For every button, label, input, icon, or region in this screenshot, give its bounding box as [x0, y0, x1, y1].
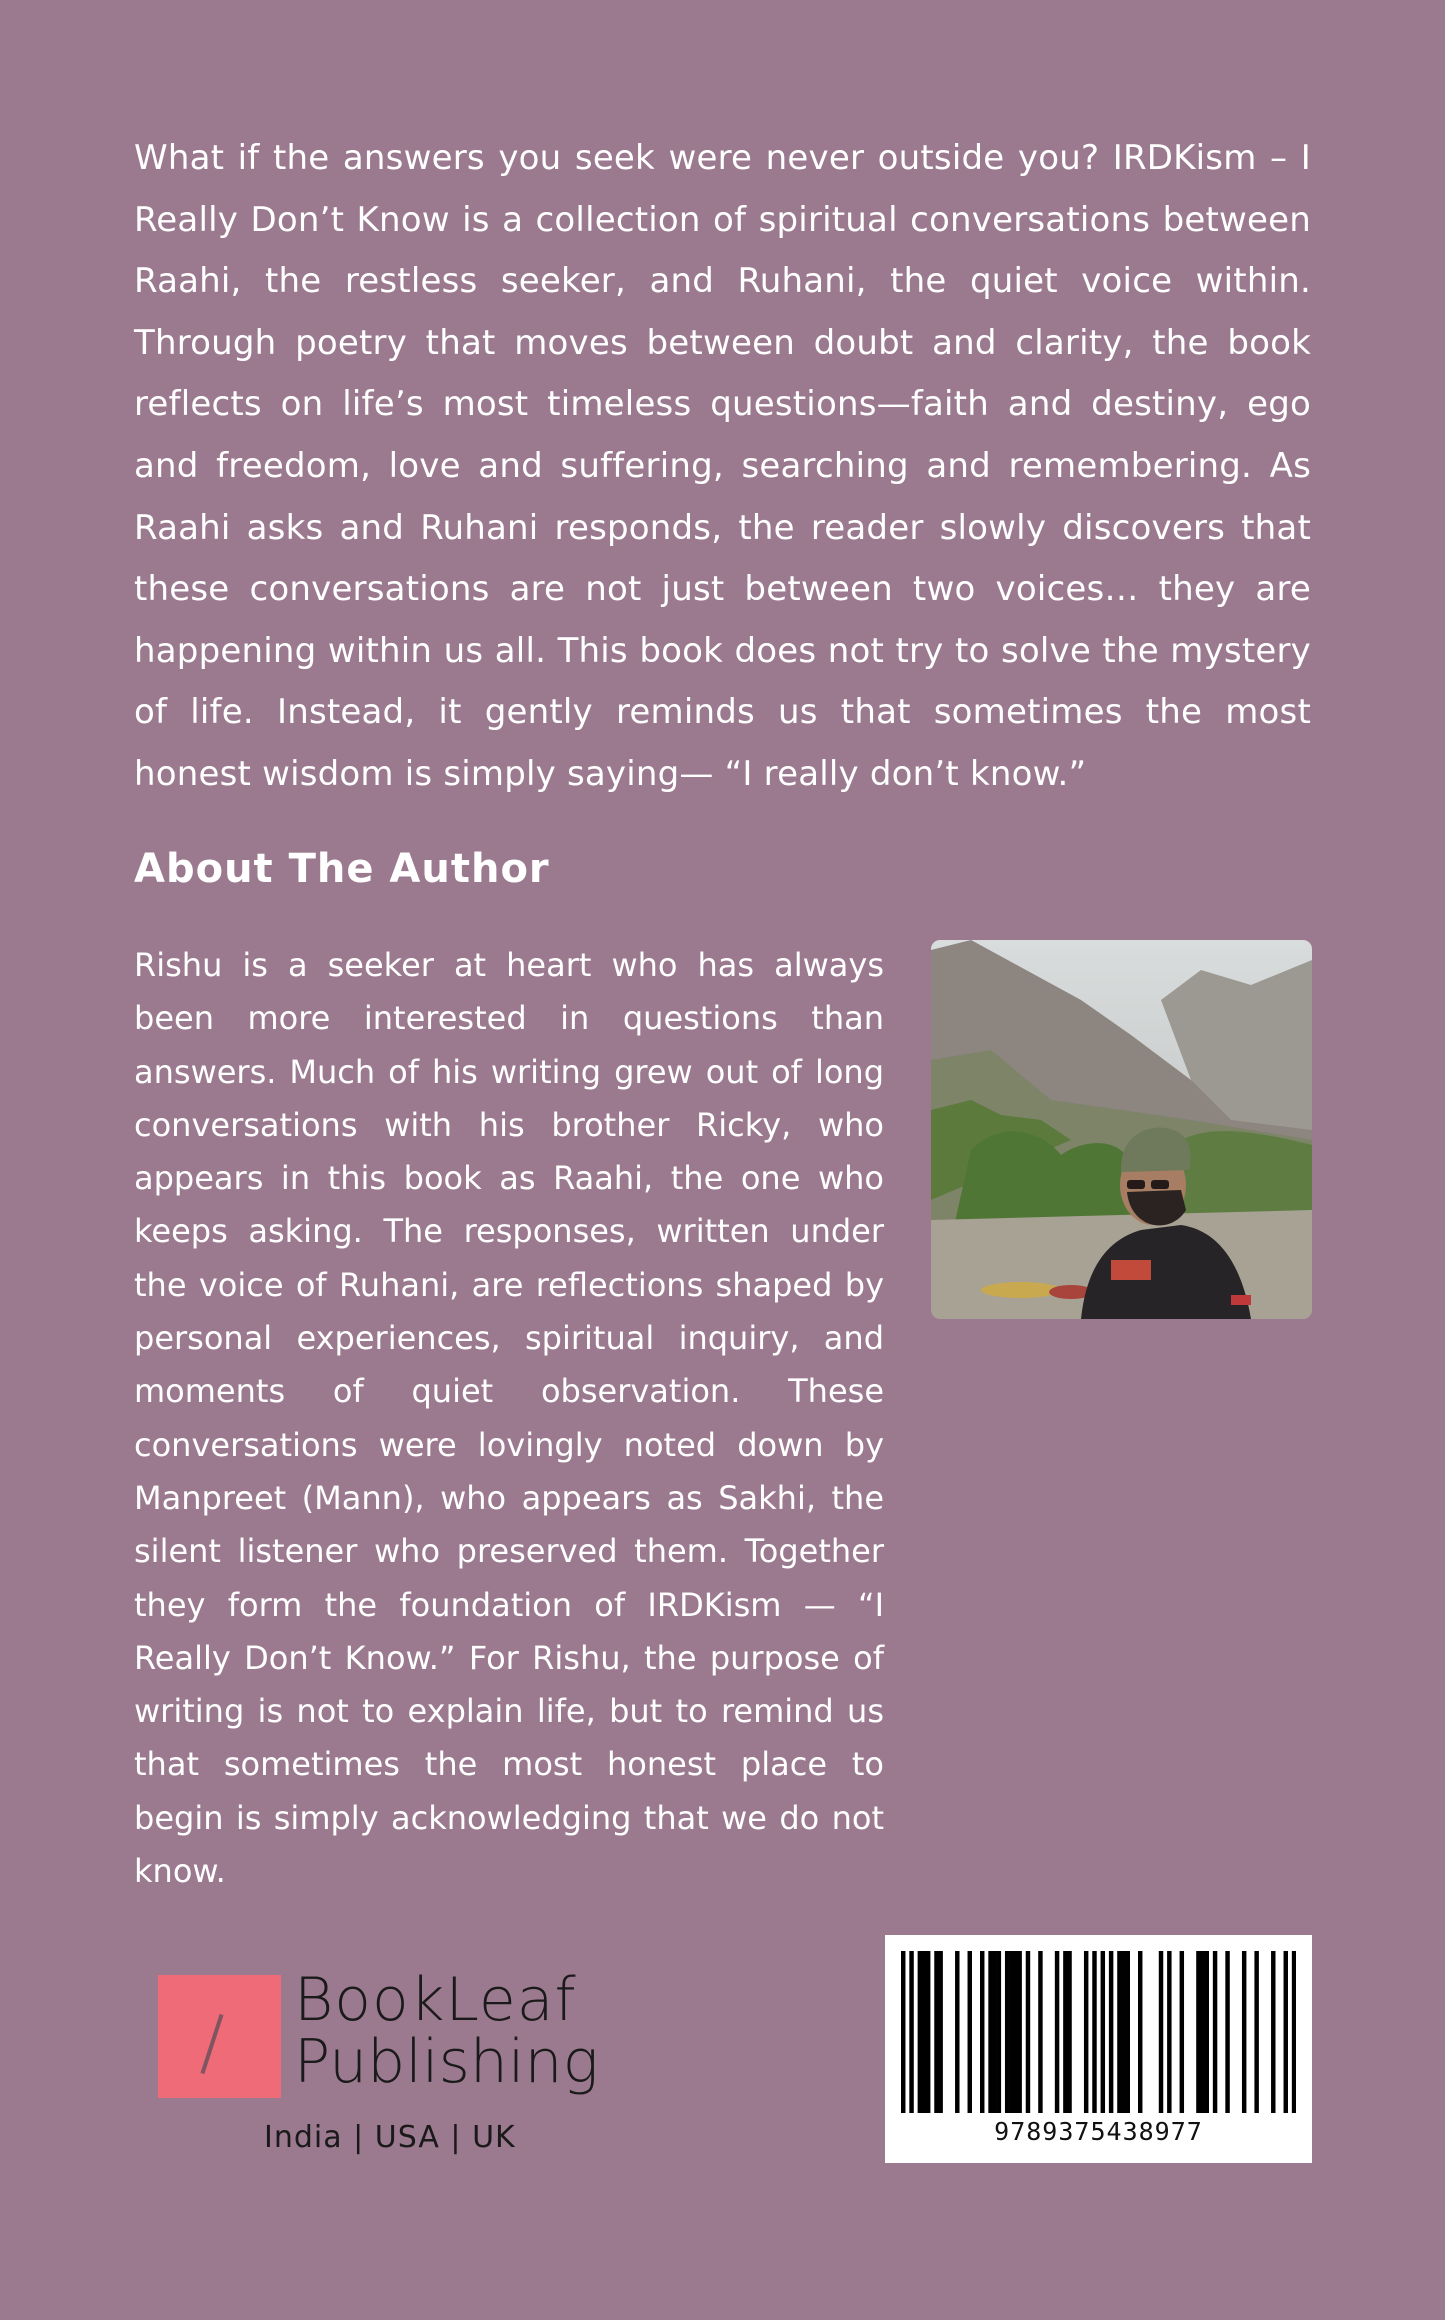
barcode-bar	[1038, 1951, 1042, 2113]
barcode-bar	[992, 1951, 996, 2113]
barcode-bar	[1084, 1951, 1088, 2113]
barcode-bar	[1225, 1951, 1229, 2113]
publisher-logo-mark	[158, 1975, 281, 2098]
barcode-bar	[909, 1951, 913, 2113]
barcode-bar	[926, 1951, 930, 2113]
barcode-bar	[1009, 1951, 1013, 2113]
author-bio: Rishu is a seeker at heart who has always been more interested in questions than answers. Much of his writing grew out of long conversations with his brother Ricky, who appears in this book as Raahi, the one who keeps asking. The responses, written under the voice of Ruhani, are reflections shaped by personal experiences, spiritual inquiry, and moments of quiet observation. These conversations were lovingly noted down by Manpreet (Mann), who appears as Sakhi, the silent listener who preserved them. Together they form the foundation of IRDKism — “I Really Don’t Know.” For Rishu, the purpose of writing is not to explain life, but to remind us that sometimes the most honest place to begin is simply acknowledging that we do not know.	[134, 946, 884, 1891]
barcode-bar	[1026, 1951, 1030, 2113]
barcode-bar	[1200, 1951, 1204, 2113]
barcode-bar	[901, 1951, 905, 2113]
barcode-bar	[1180, 1951, 1184, 2113]
barcode-bar	[1213, 1951, 1217, 2113]
barcode-bar	[1196, 1951, 1200, 2113]
barcode-bar	[1013, 1951, 1017, 2113]
barcode-bar	[988, 1951, 992, 2113]
barcode-bar	[1121, 1951, 1125, 2113]
slash-icon	[201, 2014, 224, 2074]
about-author-heading: About The Author	[134, 846, 550, 892]
barcode-bar	[1242, 1951, 1246, 2113]
barcode-bars	[901, 1951, 1296, 2113]
barcode-bar	[1117, 1951, 1121, 2113]
publisher-logo	[158, 1965, 618, 2168]
barcode-bar	[1271, 1951, 1275, 2113]
barcode-bar	[997, 1951, 1001, 2113]
book-blurb: What if the answers you seek were never outside you? IRDKism – I Really Don’t Know is a collection of spiritual conversations between Raahi, the restless seeker, and Ruhani, the quiet voice within. Through poetry that moves between doubt and clarity, the book reflects on life’s most timeless questions—faith and destiny, ego and freedom, love and suffering, searching and remembering. As Raahi asks and Ruhani responds, the reader slowly discovers that these conversations are not just between two voices… they are happening within us all. This book does not try to solve the mystery of life. Instead, it gently reminds us that sometimes the most honest wisdom is simply saying— “I really don’t know.”	[134, 138, 1311, 794]
barcode-bar	[918, 1951, 922, 2113]
barcode-bar	[1159, 1951, 1163, 2113]
isbn-number: 9789375438977	[994, 2117, 1203, 2146]
barcode-bar	[1205, 1951, 1209, 2113]
barcode-bar	[1109, 1951, 1113, 2113]
barcode-bar	[1101, 1951, 1105, 2113]
barcode-bar	[1167, 1951, 1171, 2113]
barcode-bar	[1126, 1951, 1130, 2113]
barcode-bar	[1005, 1951, 1009, 2113]
barcode-bar	[1017, 1951, 1021, 2113]
barcode-bar	[1067, 1951, 1071, 2113]
author-photo	[931, 940, 1312, 1319]
barcode-bar	[938, 1951, 942, 2113]
barcode-bar	[1092, 1951, 1096, 2113]
barcode-bar	[922, 1951, 926, 2113]
barcode-bar	[1292, 1951, 1296, 2113]
barcode-bar	[1138, 1951, 1142, 2113]
barcode-bar	[1063, 1951, 1067, 2113]
barcode-bar	[934, 1951, 938, 2113]
isbn-barcode	[885, 1935, 1312, 2163]
barcode-bar	[1254, 1951, 1258, 2113]
publisher-name-line1: BookLeaf	[294, 1965, 577, 2035]
barcode-bar	[955, 1951, 959, 2113]
barcode-bar	[1055, 1951, 1059, 2113]
barcode-bar	[968, 1951, 972, 2113]
publisher-regions: India | USA | UK	[264, 2120, 516, 2155]
barcode-bar	[980, 1951, 984, 2113]
barcode-bar	[1284, 1951, 1288, 2113]
publisher-name-line2: Publishing	[294, 2027, 599, 2097]
